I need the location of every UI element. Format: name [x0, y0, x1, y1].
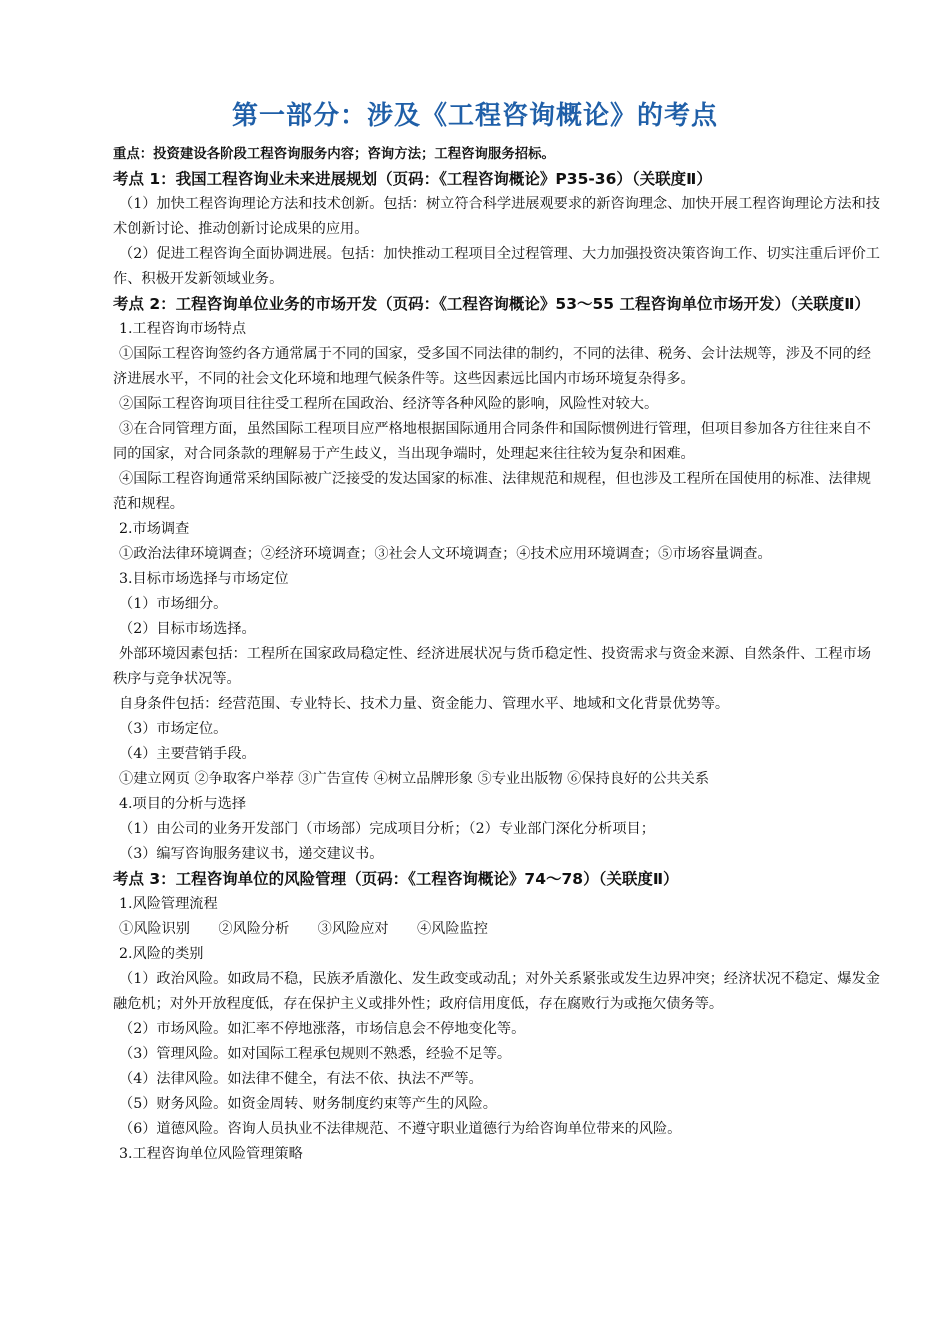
section-heading-kp1: 考点 1：我国工程咨询业未来进展规划（页码：《工程咨询概论》P35-36）（关联度Ⅱ）	[113, 170, 712, 188]
paragraph: （2）促进工程咨询全面协调进展。包括：加快推动工程项目全过程管理、大力加强投资决策咨询工作、切实注重后评价工作、积极开发新领域业务。	[113, 246, 880, 287]
paragraph: 自身条件包括：经营范围、专业特长、技术力量、资金能力、管理水平、地域和文化背景优势等。	[119, 696, 730, 712]
paragraph: （3）管理风险。如对国际工程承包规则不熟悉，经验不足等。	[119, 1046, 512, 1062]
document-body	[113, 143, 883, 1167]
paragraph: （1）市场细分。	[119, 596, 228, 612]
paragraph: （2）市场风险。如汇率不停地涨落，市场信息会不停地变化等。	[119, 1021, 526, 1037]
subsection-label: 1.工程咨询市场特点	[119, 321, 247, 337]
page-title: 第一部分：涉及《工程咨询概论》的考点	[231, 101, 718, 131]
subsection-label: 3.工程咨询单位风险管理策略	[119, 1146, 303, 1162]
subsection-label: 3.目标市场选择与市场定位	[119, 571, 289, 587]
paragraph: （6）道德风险。咨询人员执业不法律规范、不遵守职业道德行为给咨询单位带来的风险。	[119, 1121, 682, 1137]
paragraph: ①政治法律环境调查；②经济环境调查；③社会人文环境调查；④技术应用环境调查；⑤市场容量调查。	[119, 546, 772, 562]
paragraph: ④国际工程咨询通常采纳国际被广泛接受的发达国家的标准、法律规范和规程，但也涉及工程所在国使用的标准、法律规范和规程。	[113, 471, 871, 512]
paragraph: （4）主要营销手段。	[119, 746, 256, 762]
key-points-summary: 重点：投资建设各阶段工程咨询服务内容；咨询方法；工程咨询服务招标。	[113, 147, 555, 162]
paragraph: （1）由公司的业务开发部门（市场部）完成项目分析；（2）专业部门深化分析项目；	[119, 821, 655, 837]
section-heading-kp2: 考点 2：工程咨询单位业务的市场开发（页码：《工程咨询概论》53～55 工程咨询单位市场开发）（关联度Ⅱ）	[113, 295, 870, 313]
subsection-label: 4.项目的分析与选择	[119, 796, 247, 812]
paragraph: （3）编写咨询服务建议书，递交建议书。	[119, 846, 384, 862]
subsection-label: 1.风险管理流程	[119, 896, 218, 912]
subsection-label: 2.市场调查	[119, 521, 190, 537]
paragraph: ②国际工程咨询项目往往受工程所在国政治、经济等各种风险的影响，风险性对较大。	[119, 396, 659, 412]
paragraph: （3）市场定位。	[119, 721, 228, 737]
subsection-label: 2.风险的类别	[119, 946, 204, 962]
paragraph: （1）加快工程咨询理论方法和技术创新。包括：树立符合科学进展观要求的新咨询理念、加快开展工程咨询理论方法和技术创新讨论、推动创新讨论成果的应用。	[113, 196, 880, 237]
paragraph: ③在合同管理方面，虽然国际工程项目应严格地根据国际通用合同条件和国际惯例进行管理，但项目参加各方往往来自不同的国家，对合同条款的理解易于产生歧义，当出现争端时，处理起来往往较为复杂和困难。	[113, 421, 871, 462]
paragraph: ①建立网页 ②争取客户举荐 ③广告宣传 ④树立品牌形象 ⑤专业出版物 ⑥保持良好的公共关系	[119, 771, 710, 787]
paragraph: （4）法律风险。如法律不健全，有法不依、执法不严等。	[119, 1071, 483, 1087]
paragraph: 外部环境因素包括：工程所在国家政局稳定性、经济进展状况与货币稳定性、投资需求与资金来源、自然条件、工程市场秩序与竞争状况等。	[113, 646, 871, 687]
section-heading-kp3: 考点 3：工程咨询单位的风险管理（页码：《工程咨询概论》74～78）（关联度Ⅱ）	[113, 870, 679, 888]
paragraph: （2）目标市场选择。	[119, 621, 256, 637]
paragraph: ①风险识别 ②风险分析 ③风险应对 ④风险监控	[119, 921, 488, 937]
paragraph: （1）政治风险。如政局不稳，民族矛盾激化、发生政变或动乱；对外关系紧张或发生边界冲突；经济状况不稳定、爆发金融危机；对外开放程度低，存在保护主义或排外性；政府信用度低，存在腐败行为或拖欠债务等。	[113, 971, 880, 1012]
paragraph: （5）财务风险。如资金周转、财务制度约束等产生的风险。	[119, 1096, 497, 1112]
paragraph: ①国际工程咨询签约各方通常属于不同的国家，受多国不同法律的制约，不同的法律、税务、会计法规等，涉及不同的经济进展水平，不同的社会文化环境和地理气候条件等。这些因素远比国内市场环境复杂得多。	[113, 346, 871, 387]
